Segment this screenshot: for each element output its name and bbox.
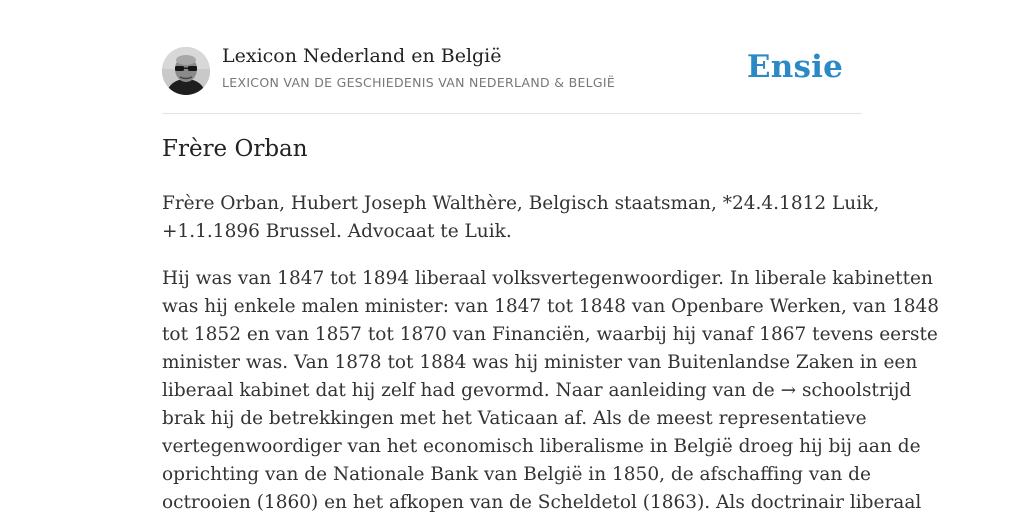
paragraph-line: oprichting van de Nationale Bank van België in 1850, de afschaffing van de [162,464,871,485]
author-avatar[interactable] [162,47,210,95]
paragraph-line: Frère Orban, Hubert Joseph Walthère, Belgisch staatsman, *24.4.1812 Luik, [162,193,880,214]
paragraph-line: Hij was van 1847 tot 1894 liberaal volksvertegenwoordiger. In liberale kabinetten [162,268,933,289]
source-subtitle[interactable]: LEXICON VAN DE GESCHIEDENIS VAN NEDERLAND & BELGIË [222,75,616,90]
article-paragraph-career [162,265,940,512]
avatar-portrait-icon [162,47,210,95]
paragraph-line: was hij enkele malen minister: van 1847 tot 1848 van Openbare Werken, van 1848 [162,296,940,317]
source-title[interactable]: Lexicon Nederland en België [222,45,502,67]
paragraph-line: octrooien (1860) en het afkopen van de Scheldetol (1863). Als doctrinair liberaal [162,492,922,512]
paragraph-line: +1.1.1896 Brussel. Advocaat te Luik. [162,221,512,242]
ensie-logo[interactable]: Ensie [746,49,843,85]
paragraph-line: tot 1852 en van 1857 tot 1870 van Financiën, waarbij hij vanaf 1867 tevens eerste [162,324,938,345]
article-title: Frère Orban [162,136,308,162]
paragraph-line: brak hij de betrekkingen met het Vaticaan af. Als de meest representatieve [162,408,867,429]
schoolstrijd-link[interactable]: → schoolstrijd [780,380,912,401]
paragraph-line: minister was. Van 1878 tot 1884 was hij minister van Buitenlandse Zaken in een [162,352,918,373]
paragraph-line-with-link [162,377,912,405]
source-header [162,0,862,114]
content-column [162,0,940,512]
paragraph-line-text: liberaal kabinet dat hij zelf had gevormd. Naar aanleiding van de [162,380,781,401]
paragraph-line: vertegenwoordiger van het economisch liberalisme in België droeg hij bij aan de [162,436,921,457]
article-paragraph-intro [162,190,880,246]
